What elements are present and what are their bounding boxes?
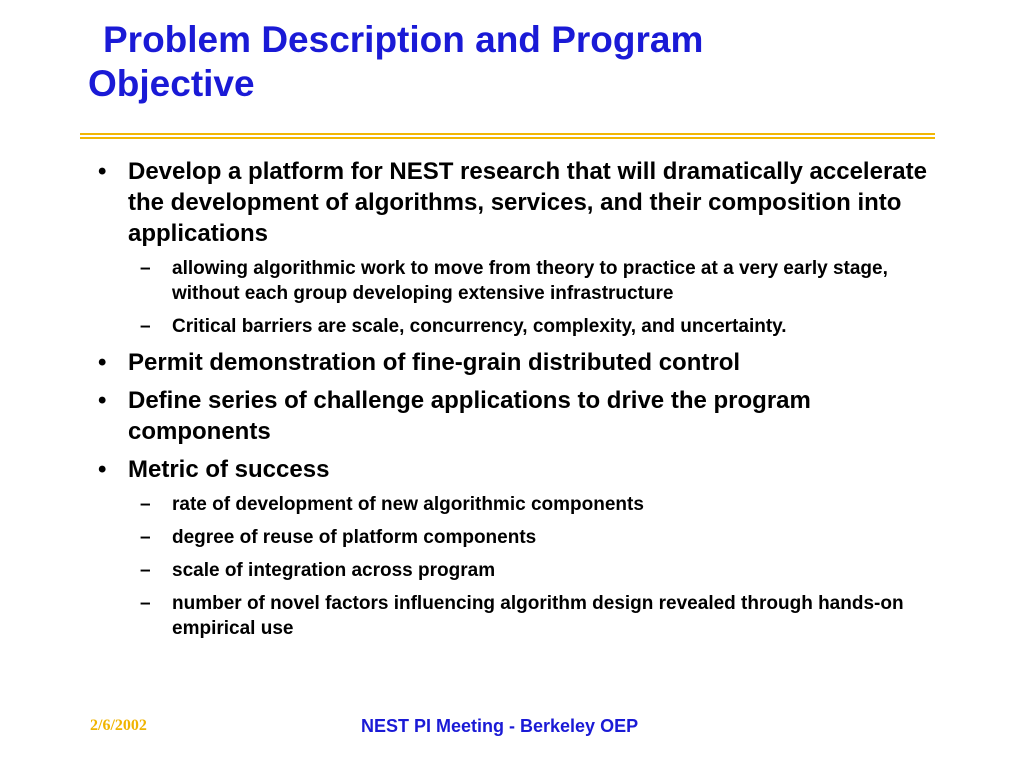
footer-date: 2/6/2002	[90, 717, 147, 734]
sub-bullet-marker: –	[140, 258, 151, 279]
sub-bullet-item	[140, 591, 945, 641]
bullet-text: Metric of success	[128, 456, 330, 483]
bullet-text: Permit demonstration of fine-grain distributed control	[128, 349, 741, 376]
sub-bullet-item	[140, 492, 945, 517]
sub-bullet-marker: –	[140, 494, 151, 515]
sub-bullet-item	[140, 525, 945, 550]
slide-title-line-1: Problem Description and Program	[103, 19, 704, 60]
bullet-item	[95, 385, 945, 447]
sub-bullet-text: degree of reuse of platform components	[172, 527, 537, 548]
title-divider	[80, 133, 935, 139]
sub-bullet-list	[95, 256, 945, 339]
sub-bullet-item	[140, 558, 945, 583]
title-divider-line-bottom	[80, 137, 935, 139]
slide-title	[88, 18, 968, 106]
slide-body	[95, 156, 945, 649]
sub-bullet-item	[140, 256, 945, 306]
sub-bullet-marker: –	[140, 527, 151, 548]
sub-bullet-text: Critical barriers are scale, concurrency, complexity, and uncertainty.	[172, 316, 787, 337]
sub-bullet-text: rate of development of new algorithmic components	[172, 494, 644, 515]
bullet-text: Develop a platform for NEST research that will dramatically accelerate the development of algorithms, services, and their composition into applications	[128, 158, 927, 247]
slide-title-line-2: Objective	[88, 63, 255, 104]
bullet-item	[95, 347, 945, 378]
sub-bullet-item	[140, 314, 945, 339]
sub-bullet-marker: –	[140, 560, 151, 581]
sub-bullet-text: scale of integration across program	[172, 560, 496, 581]
title-divider-line-top	[80, 133, 935, 135]
bullet-text: Define series of challenge applications to drive the program components	[128, 387, 811, 445]
footer-title: NEST PI Meeting - Berkeley OEP	[361, 716, 639, 736]
bullet-marker: •	[98, 349, 107, 376]
bullet-item	[95, 454, 945, 485]
bullet-item	[95, 156, 945, 249]
bullet-marker: •	[98, 456, 107, 483]
bullet-marker: •	[98, 387, 107, 414]
sub-bullet-text: allowing algorithmic work to move from theory to practice at a very early stage, without each group developing extensive infrastructure	[172, 258, 888, 304]
bullet-marker: •	[98, 158, 107, 185]
sub-bullet-list	[95, 492, 945, 641]
sub-bullet-marker: –	[140, 593, 151, 614]
sub-bullet-text: number of novel factors influencing algorithm design revealed through hands-on empirical use	[172, 593, 904, 639]
sub-bullet-marker: –	[140, 316, 151, 337]
